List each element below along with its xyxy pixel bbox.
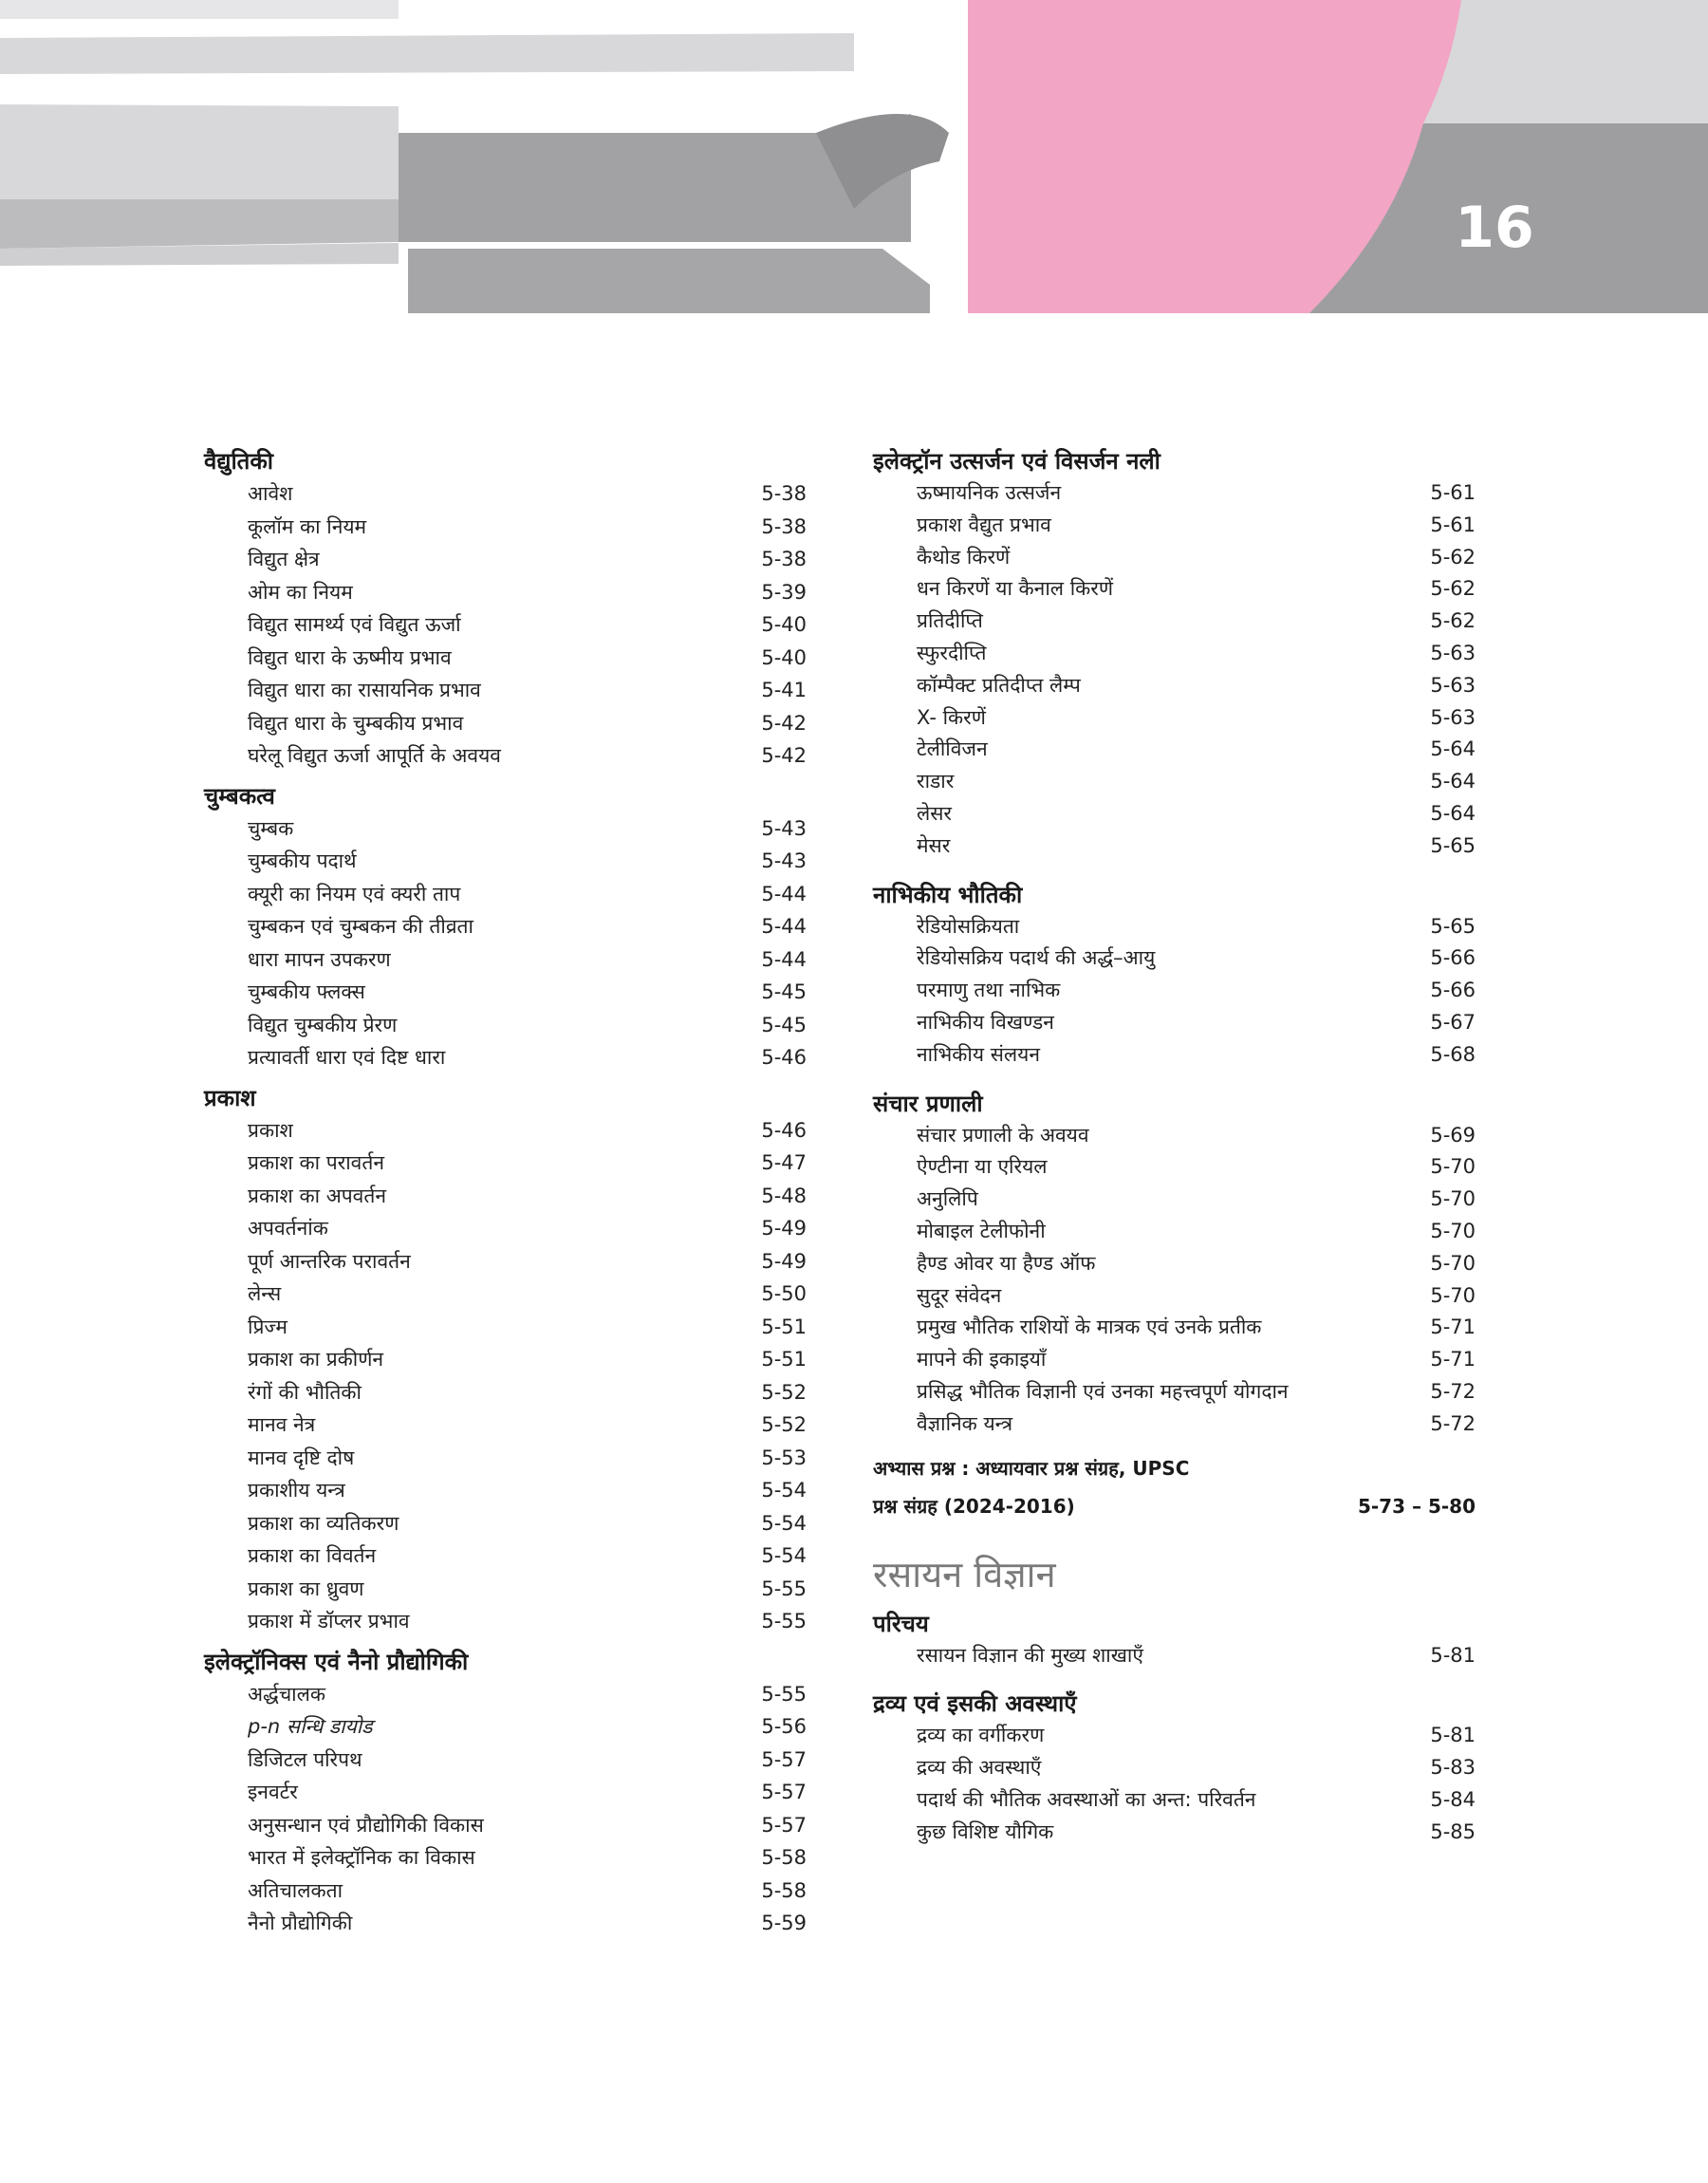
toc-entry-page: 5-40 xyxy=(761,613,807,636)
toc-entry-label: कैथोड किरणें xyxy=(917,545,1011,569)
toc-entry xyxy=(873,1784,1476,1817)
toc-entry-label: विद्युत चुम्बकीय प्रेरण xyxy=(248,1013,398,1036)
toc-entry-label: परमाणु तथा नाभिक xyxy=(917,979,1061,1002)
toc-entry xyxy=(204,1409,807,1442)
section-title: द्रव्य एवं इसकी अवस्थाएँ xyxy=(873,1690,1077,1718)
toc-entry xyxy=(873,1817,1476,1849)
toc-entry xyxy=(873,573,1476,606)
practice-subtitle-row xyxy=(873,1487,1476,1525)
toc-entry-page: 5-57 xyxy=(761,1747,807,1771)
toc-entry xyxy=(204,1212,807,1245)
section-title: इलेक्ट्रॉनिक्स एवं नैनो प्रौद्योगिकी xyxy=(204,1648,469,1675)
toc-entry-page: 5-70 xyxy=(1430,1283,1476,1307)
toc-entry xyxy=(204,1376,807,1409)
toc-entry-page: 5-84 xyxy=(1430,1787,1476,1811)
toc-entry xyxy=(204,1710,807,1744)
section-title: संचार प्रणाली xyxy=(873,1090,983,1117)
toc-section xyxy=(204,446,807,773)
toc-entry-page: 5-45 xyxy=(761,980,807,1003)
toc-entry-page: 5-85 xyxy=(1430,1819,1476,1843)
toc-section xyxy=(204,781,807,1074)
section-title: नाभिकीय भौतिकी xyxy=(873,881,1023,908)
practice-subtitle: प्रश्न संग्रह (2024-2016) xyxy=(873,1494,1075,1518)
toc-entry xyxy=(873,798,1476,830)
toc-entry xyxy=(204,1875,807,1908)
toc-entry-page: 5-46 xyxy=(761,1118,807,1142)
toc-entry-label: कुछ विशिष्ट यौगिक xyxy=(917,1819,1054,1843)
toc-entry-label: नैनो प्रौद्योगिकी xyxy=(248,1912,353,1934)
toc-entry-page: 5-59 xyxy=(761,1912,807,1934)
toc-section xyxy=(873,1609,1476,1672)
toc-entry-page: 5-41 xyxy=(761,679,807,701)
toc-entry-page: 5-43 xyxy=(761,849,807,872)
toc-entry-page: 5-55 xyxy=(761,1682,807,1706)
toc-entry-page: 5-57 xyxy=(761,1781,807,1803)
toc-entry-page: 5-45 xyxy=(761,1013,807,1036)
toc-entry-label: चुम्बकीय पदार्थ xyxy=(248,849,357,872)
toc-entry-page: 5-40 xyxy=(761,645,807,669)
toc-entry-label: अतिचालकता xyxy=(248,1878,343,1902)
toc-entry-page: 5-49 xyxy=(761,1249,807,1273)
toc-entry-page: 5-44 xyxy=(761,915,807,938)
toc-entry xyxy=(204,1678,807,1711)
toc-entry-label: प्रत्यावर्ती धारा एवं दिष्ट धारा xyxy=(248,1046,446,1069)
page-number: 16 xyxy=(1455,195,1534,261)
toc-entry xyxy=(204,812,807,846)
toc-entry-page: 5-42 xyxy=(761,711,807,735)
toc-entry-page: 5-67 xyxy=(1430,1010,1476,1034)
toc-entry-label: धन किरणें या कैनाल किरणें xyxy=(917,577,1114,601)
toc-entry xyxy=(204,1605,807,1638)
toc-entry-page: 5-70 xyxy=(1430,1219,1476,1242)
toc-entry-label: प्रसिद्ध भौतिक विज्ञानी एवं उनका महत्त्वपूर्ण योगदान xyxy=(917,1379,1289,1403)
toc-entry xyxy=(873,1184,1476,1216)
toc-entry xyxy=(204,1180,807,1213)
toc-entry-label: प्रकाश का परावर्तन xyxy=(248,1151,384,1174)
toc-entry-page: 5-62 xyxy=(1430,609,1476,633)
toc-entry xyxy=(204,1809,807,1842)
toc-entry xyxy=(204,1278,807,1311)
toc-entry xyxy=(873,1409,1476,1441)
toc-entry xyxy=(204,1907,807,1940)
toc-entry-label: मानव दृष्टि दोष xyxy=(248,1446,355,1469)
section-title: परिचय xyxy=(873,1610,929,1637)
toc-entry xyxy=(204,1507,807,1540)
toc-entry xyxy=(873,1007,1476,1039)
toc-entry xyxy=(204,608,807,642)
toc-entry-label: पूर्ण आन्तरिक परावर्तन xyxy=(248,1249,411,1273)
practice-title: अभ्यास प्रश्न : अध्यायवार प्रश्न संग्रह, UPSC xyxy=(873,1456,1190,1480)
toc-entry xyxy=(873,766,1476,798)
subject-heading: रसायन विज्ञान xyxy=(873,1553,1056,1595)
toc-entry-label: प्रकाश का विवर्तन xyxy=(248,1544,377,1567)
toc-entry xyxy=(204,1147,807,1180)
toc-entry-label: p-n सन्धि डायोड xyxy=(248,1715,373,1738)
toc-entry-page: 5-72 xyxy=(1430,1379,1476,1403)
toc-entry xyxy=(204,878,807,911)
toc-entry xyxy=(204,1343,807,1376)
toc-entry-label: ऐण्टीना या एरियल xyxy=(917,1155,1048,1179)
toc-entry-page: 5-62 xyxy=(1430,577,1476,601)
toc-entry-label: प्रकाश का प्रकीर्णन xyxy=(248,1348,384,1371)
section-title: इलेक्ट्रॉन उत्सर्जन एवं विसर्जन नली xyxy=(873,448,1160,475)
toc-entry-label: मेसर xyxy=(917,833,951,857)
toc-entry xyxy=(204,1776,807,1809)
toc-entry-label: विद्युत धारा के ऊष्मीय प्रभाव xyxy=(248,645,452,669)
toc-entry-label: चुम्बक xyxy=(248,816,294,840)
toc-entry-label: विद्युत क्षेत्र xyxy=(248,548,320,570)
toc-entry-page: 5-38 xyxy=(761,514,807,538)
toc-entry-label: मोबाइल टेलीफोनी xyxy=(917,1219,1046,1242)
toc-entry xyxy=(204,1114,807,1147)
toc-entry-page: 5-72 xyxy=(1430,1411,1476,1435)
toc-entry-label: राडार xyxy=(917,770,955,793)
toc-entry-page: 5-38 xyxy=(761,482,807,505)
toc-entry-label: आवेश xyxy=(248,482,293,505)
header-banner xyxy=(0,0,1708,313)
toc-entry-label: अर्द्धचालक xyxy=(248,1682,325,1706)
toc-entry-label: लेन्स xyxy=(248,1282,282,1305)
toc-entry-page: 5-43 xyxy=(761,816,807,840)
toc-entry xyxy=(873,1344,1476,1376)
toc-entry-page: 5-63 xyxy=(1430,705,1476,729)
toc-entry-label: प्रतिदीप्ति xyxy=(917,609,983,633)
toc-entry-page: 5-61 xyxy=(1430,513,1476,536)
toc-entry-page: 5-66 xyxy=(1430,979,1476,1002)
toc-right-column xyxy=(873,446,1476,1849)
toc-entry-page: 5-52 xyxy=(761,1380,807,1404)
toc-entry xyxy=(873,1280,1476,1313)
practice-questions xyxy=(873,1449,1476,1525)
toc-entry xyxy=(204,543,807,576)
toc-entry-label: विद्युत धारा के चुम्बकीय प्रभाव xyxy=(248,711,464,735)
toc-entry-label: अनुलिपि xyxy=(917,1187,978,1211)
toc-entry-label: द्रव्य का वर्गीकरण xyxy=(917,1724,1045,1747)
toc-entry-label: प्रिज्म xyxy=(248,1315,288,1338)
toc-entry-page: 5-46 xyxy=(761,1046,807,1069)
toc-entry-page: 5-47 xyxy=(761,1151,807,1174)
toc-entry xyxy=(873,734,1476,766)
toc-entry-page: 5-44 xyxy=(761,882,807,905)
toc-entry-page: 5-48 xyxy=(761,1184,807,1207)
toc-entry xyxy=(204,845,807,878)
toc-entry xyxy=(873,942,1476,975)
toc-entry-page: 5-53 xyxy=(761,1446,807,1469)
toc-entry xyxy=(204,576,807,609)
toc-entry-label: द्रव्य की अवस्थाएँ xyxy=(917,1756,1042,1780)
toc-entry xyxy=(204,477,807,511)
toc-entry xyxy=(873,975,1476,1007)
toc-entry-label: प्रकाश वैद्युत प्रभाव xyxy=(917,513,1051,536)
toc-entry-label: विद्युत धारा का रासायनिक प्रभाव xyxy=(248,679,481,701)
toc-entry xyxy=(873,1248,1476,1280)
toc-entry-page: 5-62 xyxy=(1430,545,1476,569)
toc-entry xyxy=(204,1474,807,1507)
toc-entry xyxy=(873,606,1476,638)
toc-entry xyxy=(873,510,1476,542)
toc-entry-label: भारत में इलेक्ट्रॉनिक का विकास xyxy=(248,1846,475,1869)
toc-entry-page: 5-57 xyxy=(761,1813,807,1837)
toc-entry xyxy=(204,976,807,1009)
toc-entry-label: वैज्ञानिक यन्त्र xyxy=(917,1411,1013,1435)
section-title: चुम्बकत्व xyxy=(204,782,275,810)
toc-section xyxy=(204,1083,807,1638)
toc-entry-label: मापने की इकाइयाँ xyxy=(917,1348,1047,1371)
toc-entry-label: कूलॉम का नियम xyxy=(248,514,367,538)
toc-entry-page: 5-54 xyxy=(761,1544,807,1567)
toc-entry xyxy=(204,1573,807,1606)
toc-entry-label: धारा मापन उपकरण xyxy=(248,947,391,971)
toc-entry-label: स्फुरदीप्ति xyxy=(917,641,987,664)
toc-entry xyxy=(204,1539,807,1573)
toc-entry-label: पदार्थ की भौतिक अवस्थाओं का अन्त: परिवर्तन xyxy=(917,1787,1256,1811)
toc-entry-page: 5-51 xyxy=(761,1348,807,1371)
toc-entry-page: 5-51 xyxy=(761,1315,807,1338)
toc-entry-page: 5-63 xyxy=(1430,641,1476,664)
toc-entry-label: प्रकाश में डॉप्लर प्रभाव xyxy=(248,1610,410,1633)
toc-entry-page: 5-55 xyxy=(761,1577,807,1600)
toc-entry xyxy=(204,511,807,544)
toc-entry-page: 5-81 xyxy=(1430,1643,1476,1667)
section-title: प्रकाश xyxy=(204,1084,256,1111)
toc-entry-label: नाभिकीय विखण्डन xyxy=(917,1010,1054,1034)
toc-entry xyxy=(204,739,807,773)
toc-entry-page: 5-68 xyxy=(1430,1042,1476,1066)
toc-entry-label: कॉम्पैक्ट प्रतिदीप्त लैम्प xyxy=(917,673,1081,697)
section-title: वैद्युतिकी xyxy=(204,448,274,475)
toc-entry-page: 5-52 xyxy=(761,1413,807,1436)
toc-entry-page: 5-65 xyxy=(1430,833,1476,857)
toc-entry-label: विद्युत सामर्थ्य एवं विद्युत ऊर्जा xyxy=(248,613,461,636)
toc-entry-page: 5-64 xyxy=(1430,770,1476,793)
toc-entry-label: अपवर्तनांक xyxy=(248,1217,328,1240)
toc-entry-page: 5-58 xyxy=(761,1878,807,1902)
toc-entry-label: क्यूरी का नियम एवं क्यरी ताप xyxy=(248,882,461,905)
toc-entry xyxy=(873,1640,1476,1672)
toc-entry-page: 5-71 xyxy=(1430,1315,1476,1339)
toc-entry-page: 5-39 xyxy=(761,580,807,604)
toc-entry xyxy=(873,1376,1476,1409)
toc-entry xyxy=(873,1312,1476,1344)
toc-entry-page: 5-50 xyxy=(761,1282,807,1305)
toc-entry-label: सुदूर संवेदन xyxy=(917,1283,1002,1307)
toc-entry-label: रंगों की भौतिकी xyxy=(248,1380,362,1404)
toc-entry-page: 5-49 xyxy=(761,1217,807,1240)
toc-entry xyxy=(873,477,1476,510)
toc-entry-label: ऊष्मायनिक उत्सर्जन xyxy=(917,481,1062,504)
toc-section xyxy=(204,1647,807,1940)
toc-entry xyxy=(204,1245,807,1278)
toc-entry-page: 5-63 xyxy=(1430,673,1476,697)
toc-entry xyxy=(204,1041,807,1074)
toc-entry xyxy=(204,943,807,977)
toc-entry-page: 5-69 xyxy=(1430,1123,1476,1147)
toc-entry xyxy=(873,702,1476,735)
toc-entry xyxy=(873,1752,1476,1784)
toc-entry-page: 5-66 xyxy=(1430,946,1476,970)
toc-entry xyxy=(204,1841,807,1875)
toc-entry xyxy=(204,707,807,740)
toc-entry-page: 5-44 xyxy=(761,947,807,971)
toc-entry xyxy=(204,1442,807,1475)
toc-entry-page: 5-65 xyxy=(1430,914,1476,938)
toc-entry-page: 5-64 xyxy=(1430,737,1476,761)
toc-entry-label: X- किरणें xyxy=(917,705,986,729)
toc-entry-label: लेसर xyxy=(917,801,953,825)
toc-entry-label: प्रकाश का ध्रुवण xyxy=(248,1577,364,1600)
toc-entry xyxy=(873,1039,1476,1072)
toc-entry xyxy=(873,542,1476,574)
toc-entry xyxy=(873,670,1476,702)
toc-entry-label: प्रकाशीय यन्त्र xyxy=(248,1479,345,1502)
toc-entry-page: 5-56 xyxy=(761,1715,807,1738)
toc-entry-label: इनवर्टर xyxy=(248,1781,298,1803)
toc-section xyxy=(873,880,1476,1072)
toc-entry xyxy=(204,1744,807,1777)
toc-entry-page: 5-83 xyxy=(1430,1756,1476,1780)
toc-entry-label: चुम्बकन एवं चुम्बकन की तीव्रता xyxy=(248,915,473,938)
toc-entry-page: 5-70 xyxy=(1430,1155,1476,1179)
practice-page-range: 5-73 – 5-80 xyxy=(1357,1494,1476,1518)
toc-section xyxy=(873,446,1476,863)
toc-entry-page: 5-71 xyxy=(1430,1348,1476,1371)
toc-entry-label: प्रकाश का व्यतिकरण xyxy=(248,1511,399,1535)
toc-entry-label: अनुसन्धान एवं प्रौद्योगिकी विकास xyxy=(248,1813,484,1837)
toc-entry-page: 5-61 xyxy=(1430,481,1476,504)
toc-entry xyxy=(873,911,1476,943)
toc-entry xyxy=(204,910,807,943)
toc-entry-label: टेलीविजन xyxy=(917,737,988,761)
toc-section xyxy=(873,1689,1476,1848)
toc-entry xyxy=(204,1009,807,1042)
toc-entry xyxy=(873,1120,1476,1152)
toc-section xyxy=(873,1089,1476,1441)
toc-entry xyxy=(204,642,807,675)
toc-entry-label: चुम्बकीय फ्लक्स xyxy=(248,980,365,1003)
toc-entry-label: हैण्ड ओवर या हैण्ड ऑफ xyxy=(917,1251,1096,1275)
toc-entry-label: नाभिकीय संलयन xyxy=(917,1042,1040,1066)
toc-entry xyxy=(873,1216,1476,1248)
toc-entry-label: प्रमुख भौतिक राशियों के मात्रक एवं उनके प्रतीक xyxy=(917,1315,1262,1339)
toc-entry-label: रसायन विज्ञान की मुख्य शाखाएँ xyxy=(917,1643,1143,1667)
toc-entry-page: 5-70 xyxy=(1430,1251,1476,1275)
toc-entry-page: 5-54 xyxy=(761,1511,807,1535)
toc-entry-page: 5-70 xyxy=(1430,1187,1476,1211)
toc-entry xyxy=(873,830,1476,863)
toc-entry-label: रेडियोसक्रिय पदार्थ की अर्द्ध–आयु xyxy=(917,946,1156,970)
toc-entry xyxy=(204,674,807,707)
toc-entry xyxy=(204,1311,807,1344)
toc-entry-label: रेडियोसक्रियता xyxy=(917,914,1020,938)
toc-entry xyxy=(873,1151,1476,1184)
toc-entry-page: 5-42 xyxy=(761,744,807,767)
toc-entry xyxy=(873,638,1476,670)
toc-entry-page: 5-38 xyxy=(761,548,807,570)
toc-entry-page: 5-64 xyxy=(1430,801,1476,825)
toc-entry-page: 5-55 xyxy=(761,1610,807,1633)
toc-entry-label: ओम का नियम xyxy=(248,580,353,604)
toc-left-column xyxy=(204,446,807,1940)
toc-entry-page: 5-81 xyxy=(1430,1724,1476,1747)
toc-entry-label: घरेलू विद्युत ऊर्जा आपूर्ति के अवयव xyxy=(248,744,501,767)
toc-entry-page: 5-54 xyxy=(761,1479,807,1502)
toc-entry-label: मानव नेत्र xyxy=(248,1413,316,1436)
toc-entry-label: प्रकाश का अपवर्तन xyxy=(248,1184,386,1207)
toc-entry xyxy=(873,1720,1476,1752)
toc-entry-label: प्रकाश xyxy=(248,1118,293,1142)
toc-entry-label: संचार प्रणाली के अवयव xyxy=(917,1123,1089,1147)
toc-entry-label: डिजिटल परिपथ xyxy=(248,1747,362,1771)
toc-entry-page: 5-58 xyxy=(761,1846,807,1869)
